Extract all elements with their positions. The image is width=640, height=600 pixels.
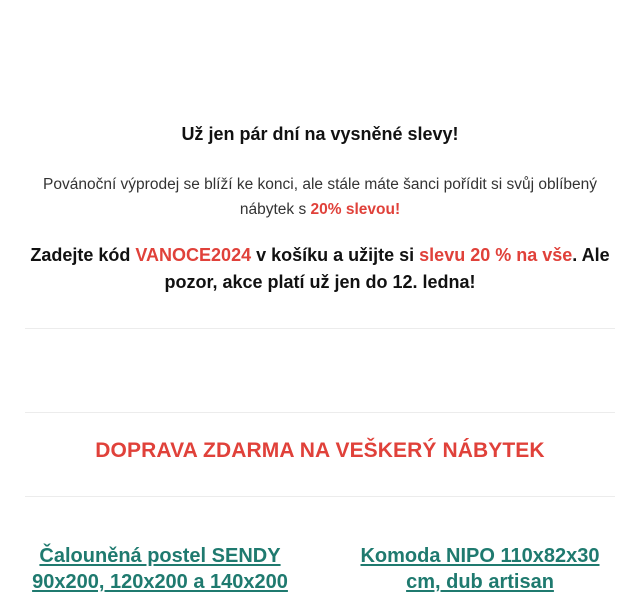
promo-intro — [30, 172, 610, 222]
promo-code: VANOCE2024 — [135, 245, 252, 265]
free-shipping-banner: DOPRAVA ZDARMA NA VEŠKERÝ NÁBYTEK — [95, 439, 545, 462]
code-text-1: Zadejte kód — [30, 245, 136, 265]
promo-code-paragraph — [25, 242, 615, 296]
product-link-nipo-dresser[interactable]: Komoda NIPO 110x82x30 cm, dub artisan — [360, 545, 600, 593]
divider — [25, 328, 615, 329]
divider — [25, 412, 615, 413]
code-text-3: . Ale pozor, akce platí už jen do 12. ledna! — [164, 245, 610, 292]
code-text-2: v košíku a užijte si — [251, 245, 420, 265]
intro-text: Povánoční výprodej se blíží ke konci, ale stále máte šanci pořídit si svůj oblíbený nábytek s — [43, 176, 597, 218]
intro-discount-highlight: 20% slevou! — [310, 201, 401, 218]
product-link-sendy-bed[interactable]: Čalouněná postel SENDY 90x200, 120x200 a 140x200 — [32, 545, 288, 593]
discount-highlight: slevu 20 % na vše — [419, 245, 573, 265]
promo-headline: Už jen pár dní na vysněné slevy! — [181, 124, 459, 144]
divider — [25, 496, 615, 497]
